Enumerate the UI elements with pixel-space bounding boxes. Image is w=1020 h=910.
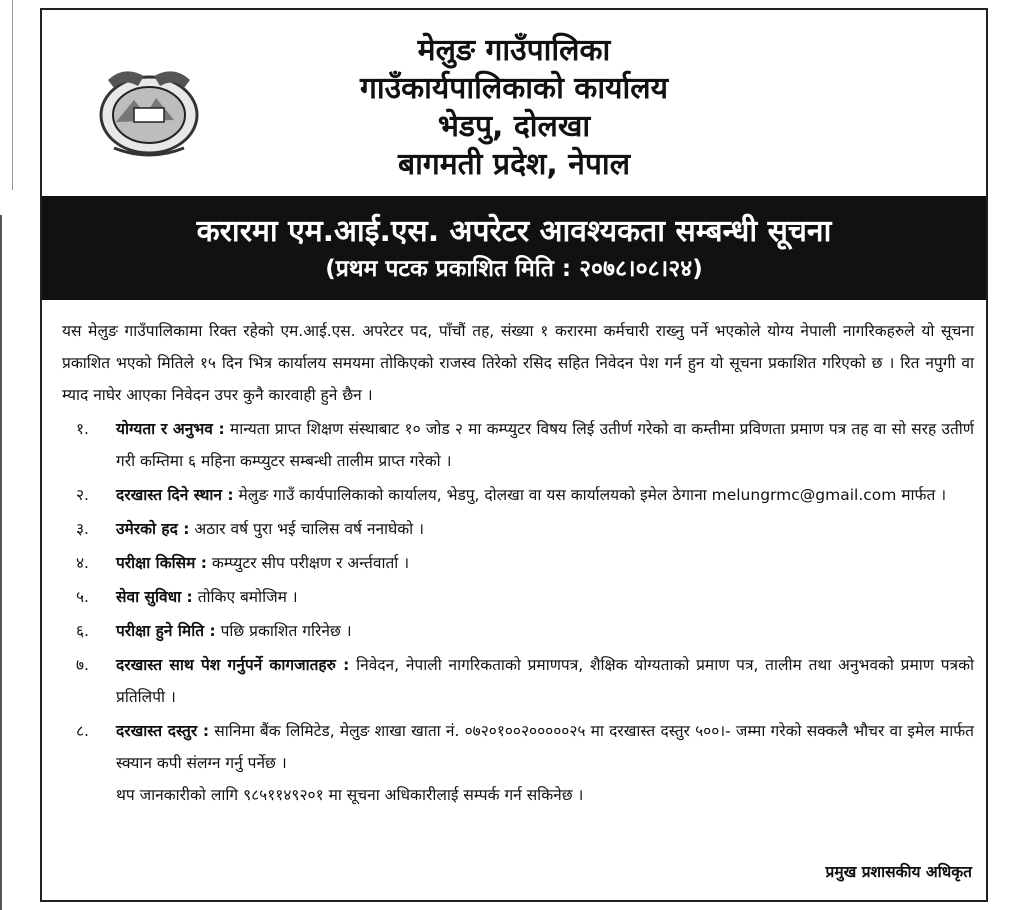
item-number: ५. [76, 588, 89, 606]
notice-title: करारमा एम.आई.एस. अपरेटर आवश्यकता सम्बन्धी सूचना [196, 214, 832, 249]
item-text: मेलुङ गाउँ कार्यपालिकाको कार्यालय, भेडपु, दोलखा वा यस कार्यालयको इमेल ठेगाना melungrmc@gmail.com मार्फत । [233, 486, 947, 504]
list-item [62, 413, 974, 477]
item-number: ४. [76, 554, 89, 572]
item-text: पछि प्रकाशित गरिनेछ । [215, 622, 352, 640]
item-number: १. [76, 420, 89, 438]
item-number: ८. [76, 722, 89, 740]
item-label: दरखास्त दिने स्थान : [116, 486, 234, 504]
list-item [62, 513, 974, 545]
notice-banner [42, 196, 986, 300]
notice-header [42, 10, 986, 195]
item-label: परीक्षा हुने मिति : [116, 622, 216, 640]
list-item [62, 479, 974, 511]
publish-date: (प्रथम पटक प्रकाशित मिति : २०७८।०८।२४) [325, 256, 703, 282]
item-number: ३. [76, 520, 89, 538]
item-text: अठार वर्ष पुरा भई चालिस वर्ष ननाघेको । [189, 520, 424, 538]
item-label: योग्यता र अनुभव : [116, 420, 225, 438]
list-item [62, 649, 974, 713]
notice-body [62, 315, 974, 811]
item-label: दरखास्त साथ पेश गर्नुपर्ने कागजातहरु : [116, 656, 350, 674]
item-number: ७. [76, 656, 89, 674]
notice-box [40, 8, 988, 902]
office-location: भेडपु, दोलखा [437, 109, 591, 144]
list-item [62, 547, 974, 579]
item-label: उमेरको हद : [116, 520, 190, 538]
intro-paragraph: यस मेलुङ गाउँपालिकामा रिक्त रहेको एम.आई.एस. अपरेटर पद, पाँचौं तह, संख्या १ करारमा कर्मचारी राख्नु पर्ने भएकोले योग्य नेपाली नागरिकहरुले यो सूचना प्रकाशित भएको मितिले १५ दिन भित्र कार्यालय समयमा तोकिएको राजस्व तिरेको रसिद सहित निवेदन पेश गर्न हुन यो सूचना प्रकाशित गरिएको छ । रित नपुगी वा म्याद नाघेर आएका निवेदन उपर कुनै कारवाही हुने छैन । [62, 322, 974, 404]
office-title-block [42, 32, 986, 184]
signature-title: प्रमुख प्रशासकीय अधिकृत [825, 863, 972, 881]
item-label: दरखास्त दस्तुर : [116, 722, 210, 740]
item-text: निवेदन, नेपाली नागरिकताको प्रमाणपत्र, शैक्षिक योग्यताको प्रमाण पत्र, तालीम तथा अनुभवको प्रमाण पत्रको प्रतिलिपी । [116, 656, 975, 706]
contact-note: थप जानकारीको लागि ९८५११४९२०१ मा सूचना अधिकारीलाई सम्पर्क गर्न सकिनेछ । [116, 786, 584, 804]
item-text: कम्प्युटर सीप परीक्षण र अर्न्तवार्ता । [206, 554, 410, 572]
item-label: परीक्षा किसिम : [116, 554, 207, 572]
item-text: सानिमा बैंक लिमिटेड, मेलुङ शाखा खाता नं. ०७२०१००२०००००२५ मा दरखास्त दस्तुर ५००।- जम्मा गरेको सक्कलै भौचर वा इमेल मार्फत स्क्यान कपी संलग्न गर्नु पर्नेछ । [116, 722, 974, 772]
list-item [62, 715, 974, 779]
item-label: सेवा सुविधा : [116, 588, 193, 606]
province-country: बागमती प्रदेश, नेपाल [397, 147, 631, 182]
left-margin-strip [0, 0, 14, 910]
item-text: तोकिए बमोजिम । [192, 588, 298, 606]
item-text: मान्यता प्राप्त शिक्षण संस्थाबाट १० जोड २ मा कम्प्युटर विषय लिई उतीर्ण गरेको वा कम्तीमा प्रविणता प्रमाण पत्र तह वा सो सरह उतीर्ण गरी कम्तिमा ६ महिना कम्प्युटर सम्बन्धी तालीम प्राप्त गरेको । [116, 420, 975, 470]
item-number: ६. [76, 622, 89, 640]
office-name: गाउँकार्यपालिकाको कार्यालय [359, 71, 668, 106]
margin-divider [0, 0, 13, 190]
item-number: २. [76, 486, 89, 504]
margin-divider [0, 215, 14, 910]
list-item [62, 581, 974, 613]
municipality-name: मेलुङ गाउँपालिका [417, 33, 611, 68]
list-item [62, 615, 974, 647]
